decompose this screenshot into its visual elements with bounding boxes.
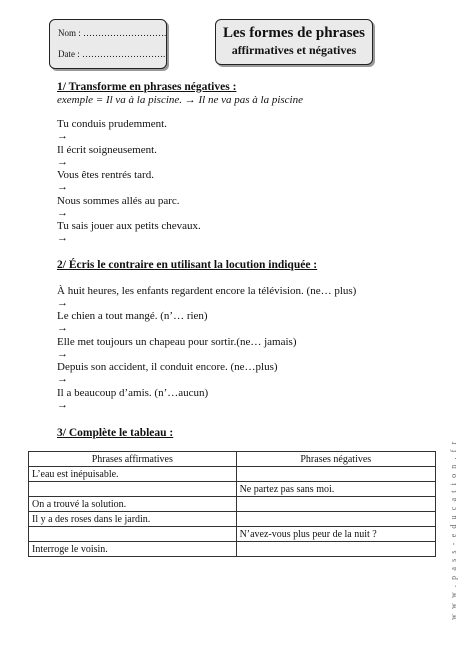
table-row — [29, 542, 436, 557]
s2-answer-arrow-3[interactable]: → — [57, 348, 68, 360]
table-cell[interactable] — [236, 512, 435, 527]
s1-answer-arrow-2[interactable]: → — [57, 156, 68, 168]
table-row — [29, 497, 436, 512]
table-row — [29, 482, 436, 497]
s2-answer-arrow-5[interactable]: → — [57, 399, 68, 411]
table-cell[interactable] — [236, 497, 435, 512]
s2-sentence-4: Depuis son accident, il conduit encore. (ne…plus) — [57, 361, 278, 373]
page-subtitle: affirmatives et négatives — [231, 43, 357, 57]
s1-sentence-5: Tu sais jouer aux petits chevaux. — [57, 220, 201, 232]
table-cell: Ne partez pas sans moi. — [236, 482, 435, 497]
s1-answer-arrow-5[interactable]: → — [57, 232, 68, 244]
s2-sentence-1: À huit heures, les enfants regardent encore la télévision. (ne… plus) — [57, 285, 357, 297]
section1-example: exemple = Il va à la piscine. → Il ne va pas à la piscine — [57, 94, 303, 106]
table-row — [29, 512, 436, 527]
s1-sentence-4: Nous sommes allés au parc. — [57, 195, 180, 207]
table-cell: Interroge le voisin. — [29, 542, 237, 557]
name-date-box — [49, 19, 167, 69]
s2-sentence-5: Il a beaucoup d’amis. (n’…aucun) — [57, 387, 209, 399]
table-cell: L’eau est inépuisable. — [29, 467, 237, 482]
s2-sentence-3: Elle met toujours un chapeau pour sortir.(ne… jamais) — [57, 336, 297, 348]
s2-answer-arrow-4[interactable]: → — [57, 373, 68, 385]
table-cell[interactable] — [236, 542, 435, 557]
table-row — [29, 467, 436, 482]
s2-sentence-2: Le chien a tout mangé. (n’… rien) — [57, 310, 208, 322]
s1-sentence-1: Tu conduis prudemment. — [57, 118, 167, 130]
sentences-table — [28, 451, 436, 557]
table-cell[interactable] — [236, 467, 435, 482]
s1-answer-arrow-1[interactable]: → — [57, 130, 68, 142]
table-cell: N’avez-vous plus peur de la nuit ? — [236, 527, 435, 542]
column-header-affirmatives: Phrases affirmatives — [29, 452, 237, 467]
table-cell: On a trouvé la solution. — [29, 497, 237, 512]
column-header-negatives: Phrases négatives — [236, 452, 435, 467]
table-header-row — [29, 452, 436, 467]
section3-heading: 3/ Complète le tableau : — [57, 427, 174, 439]
table-cell[interactable] — [29, 527, 237, 542]
table-row — [29, 527, 436, 542]
title-box — [215, 19, 373, 65]
s1-sentence-2: Il écrit soigneusement. — [57, 144, 157, 156]
s2-answer-arrow-2[interactable]: → — [57, 322, 68, 334]
s1-sentence-3: Vous êtes rentrés tard. — [57, 169, 154, 181]
date-field[interactable]: Date : ………………………. — [58, 49, 166, 59]
s1-answer-arrow-3[interactable]: → — [57, 181, 68, 193]
page-title: Les formes de phrases — [222, 25, 366, 41]
name-field[interactable]: Nom : ………………………. — [58, 28, 167, 38]
table-cell: Il y a des roses dans le jardin. — [29, 512, 237, 527]
site-watermark: w w w . p a s s - e d u c a t i o n . f r — [449, 440, 458, 620]
table-cell[interactable] — [29, 482, 237, 497]
s2-answer-arrow-1[interactable]: → — [57, 297, 68, 309]
section1-heading: 1/ Transforme en phrases négatives : — [57, 81, 237, 93]
section2-heading: 2/ Écris le contraire en utilisant la locution indiquée : — [57, 259, 318, 271]
s1-answer-arrow-4[interactable]: → — [57, 207, 68, 219]
